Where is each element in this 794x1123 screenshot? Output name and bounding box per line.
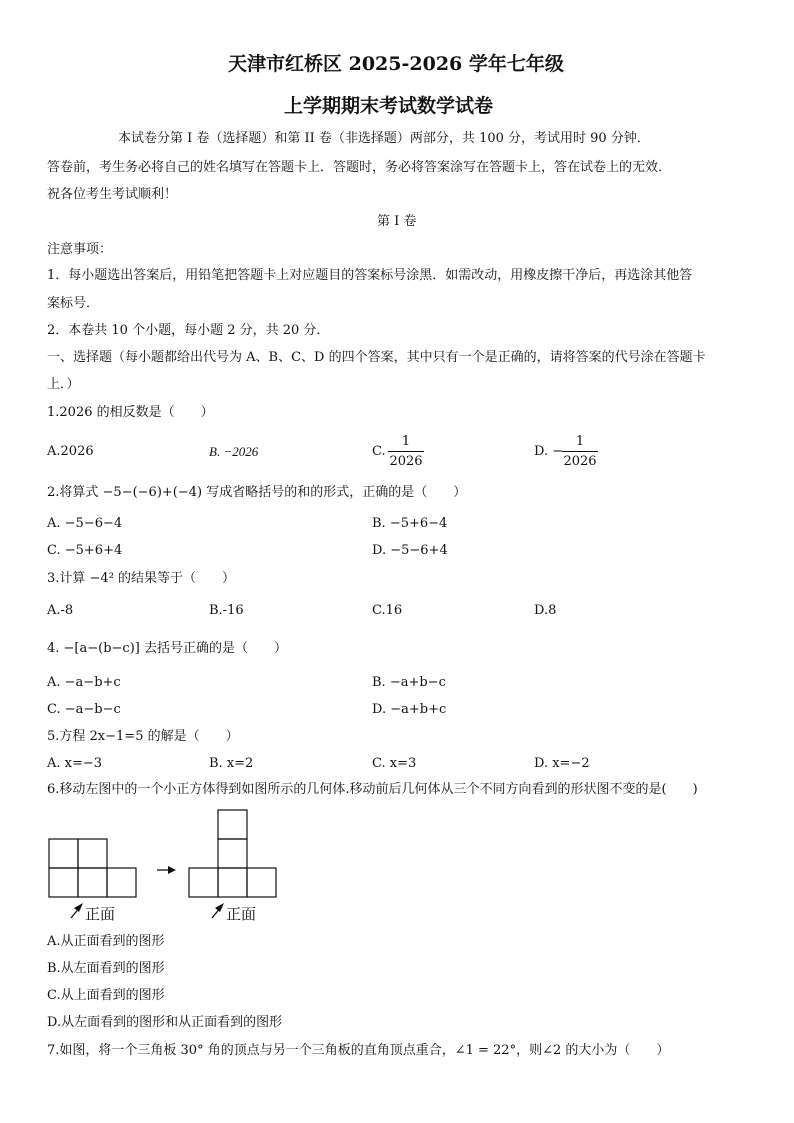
option-d[interactable]: D. − [534,444,564,459]
cube [49,839,78,868]
fraction-denominator: 2026 [389,454,423,469]
fraction-bar [388,451,424,452]
option-d[interactable]: D. −5−6+4 [372,543,448,558]
question-stem: 5.方程 2x−1=5 的解是（ ） [47,729,239,744]
cube [78,839,107,868]
front-arrow-icon [71,903,83,918]
cube [218,839,247,868]
option-c[interactable]: C. −a−b−c [47,702,121,717]
note-text: 案标号． [47,296,100,311]
question-stem: 1.2026 的相反数是（ ） [47,405,214,420]
question-stem: 3.计算 −4² 的结果等于（ ） [47,571,236,586]
cube [107,868,136,897]
fraction [388,434,424,469]
front-label: 正面 [85,905,116,923]
note-text: 1．每小题选出答案后，用铅笔把答题卡上对应题目的答案标号涂黑．如需改动，用橡皮擦干净后，再选涂其他答 [47,268,693,283]
option-b[interactable]: B. −a+b−c [372,675,446,690]
cube [49,868,78,897]
fraction [562,434,598,469]
option-a[interactable]: A. −5−6−4 [47,516,123,531]
option-b[interactable]: B. −5+6−4 [372,516,448,531]
option-a[interactable]: A.从正面看到的图形 [47,934,165,949]
fraction-bar [562,451,598,452]
option-d[interactable]: D. x=−2 [534,756,590,771]
part-heading: 上．） [47,377,80,392]
cube [247,868,276,897]
page-title: 天津市红桥区 2025-2026 学年七年级 [228,53,564,75]
option-c[interactable]: C. [372,444,386,459]
option-b[interactable]: B. −2026 [209,444,259,459]
option-c[interactable]: C. x=3 [372,756,417,771]
cube [78,868,107,897]
option-b[interactable]: B. x=2 [209,756,254,771]
part-heading: 一、选择题（每小题都给出代号为 A、B、C、D 的四个答案，其中只有一个是正确的，请将答案的代号涂在答题卡 [47,350,706,365]
option-c[interactable]: C.从上面看到的图形 [47,988,165,1003]
question-stem: 6.移动左图中的一个小正方体得到如图所示的几何体.移动前后几何体从三个不同方向看到的形状图不变的是( ) [47,782,698,797]
intro-text: 答卷前，考生务必将自己的姓名填写在答题卡上．答题时，务必将答案涂写在答题卡上，答在试卷上的无效． [47,160,672,175]
notes-title: 注意事项： [47,242,113,257]
option-b[interactable]: B.-16 [209,603,244,618]
option-a[interactable]: A.2026 [47,444,94,459]
question-stem: 2.将算式 −5−(−6)+(−4) 写成省略括号的和的形式，正确的是（ ） [47,485,467,500]
page-subtitle: 上学期期末考试数学试卷 [284,95,494,117]
note-text: 2．本卷共 10 个小题，每小题 2 分，共 20 分． [47,323,330,338]
option-c[interactable]: C.16 [372,603,403,618]
fraction-numerator: 1 [401,434,411,449]
question-stem: 4. −[a−(b−c)] 去括号正确的是（ ） [47,641,287,656]
option-c[interactable]: C. −5+6+4 [47,543,123,558]
option-d[interactable]: D.从左面看到的图形和从正面看到的图形 [47,1015,283,1030]
fraction-numerator: 1 [575,434,585,449]
cube [189,868,218,897]
option-d[interactable]: D. −a+b+c [372,702,447,717]
option-d[interactable]: D.8 [534,603,557,618]
fraction-denominator: 2026 [563,454,597,469]
option-a[interactable]: A. x=−3 [47,756,103,771]
cube [218,868,247,897]
option-a[interactable]: A.-8 [47,603,74,618]
option-a[interactable]: A. −a−b+c [47,675,121,690]
section-title: 第 I 卷 [377,214,417,229]
intro-text: 祝各位考生考试顺利！ [47,187,178,202]
front-label: 正面 [226,905,257,923]
cube [218,810,247,839]
question-stem: 7.如图，将一个三角板 30° 角的顶点与另一个三角板的直角顶点重合，∠1 = 22°，则∠2 的大小为（ ） [47,1043,670,1058]
option-b[interactable]: B.从左面看到的图形 [47,961,165,976]
intro-text: 本试卷分第 I 卷（选择题）和第 II 卷（非选择题）两部分，共 100 分，考试用时 90 分钟． [118,131,650,146]
front-arrow-icon [212,903,224,918]
arrow-right-icon [157,866,176,874]
